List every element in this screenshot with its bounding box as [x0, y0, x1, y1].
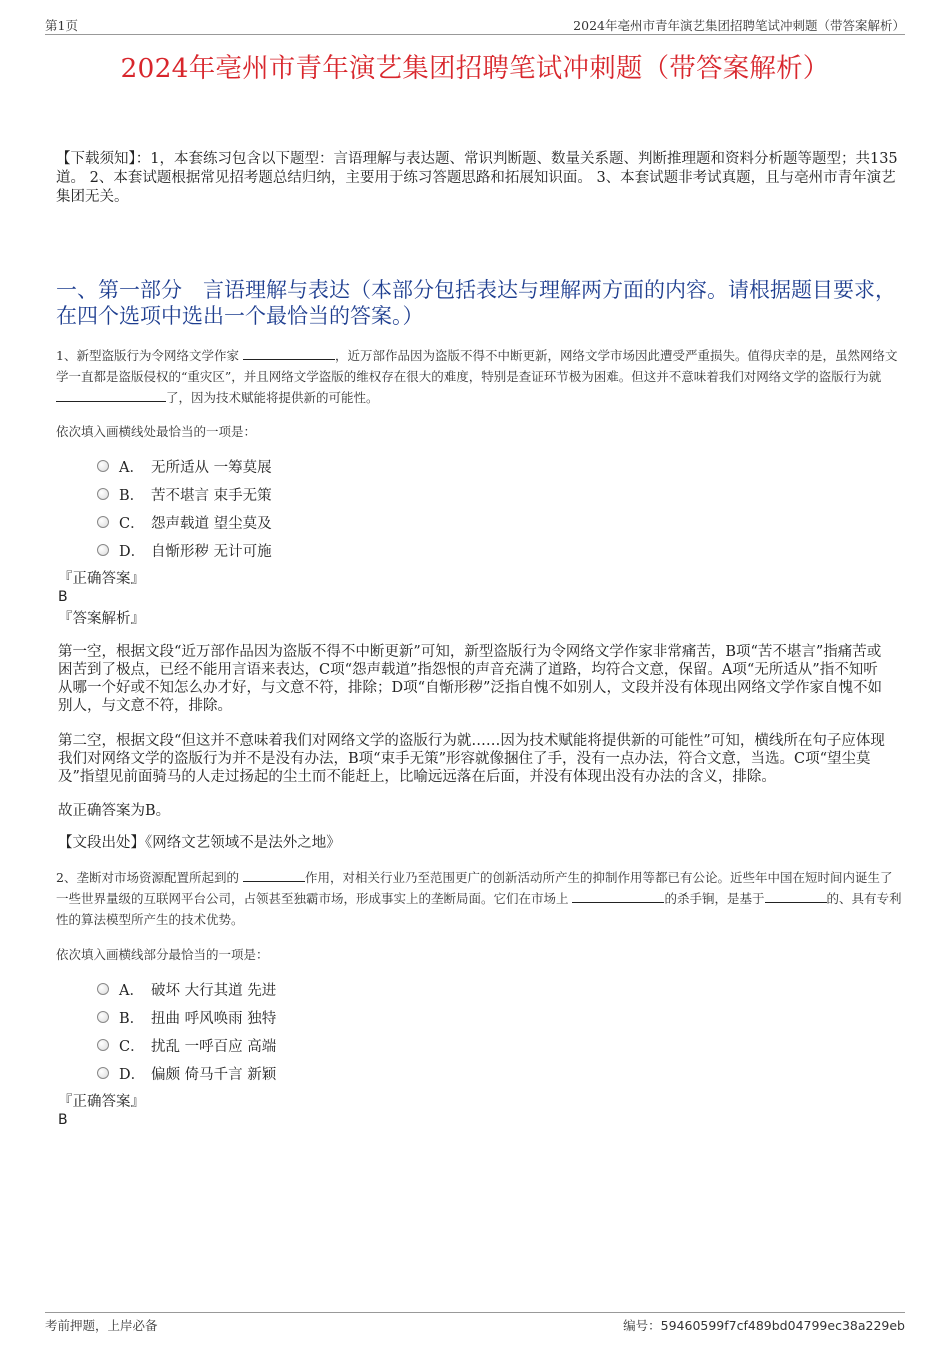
option-text: 怨声载道 望尘莫及: [151, 515, 272, 532]
option-key: B．: [119, 1010, 145, 1027]
fill-blank: [765, 890, 827, 903]
page-number: 第1页: [45, 18, 78, 33]
page-header: [45, 14, 905, 35]
option-text: 无所适从 一筹莫展: [151, 459, 272, 476]
radio-icon[interactable]: [97, 516, 109, 528]
radio-icon[interactable]: [97, 1039, 109, 1051]
question-1-text-part: 1、新型盗版行为令网络文学作家: [56, 348, 243, 363]
section-heading: 一、第一部分 言语理解与表达（本部分包括表达与理解两方面的内容。请根据题目要求，在四个选项中选出一个最恰当的答案。）: [56, 278, 896, 328]
option-key: C．: [119, 515, 145, 532]
option-text: 苦不堪言 束手无策: [151, 487, 272, 504]
question-2-text-part: 的、具有专利性的算法模型所产生的技术优势。: [56, 891, 902, 927]
question-1-text: [56, 345, 902, 408]
question-2-text: [56, 867, 902, 930]
fill-blank: [243, 869, 305, 882]
option-c[interactable]: [97, 508, 272, 536]
fill-blank: [243, 347, 335, 360]
option-b[interactable]: [97, 1003, 276, 1031]
question-2-prompt: 依次填入画横线部分最恰当的一项是：: [56, 947, 269, 962]
analysis-conclusion: 故正确答案为B。: [58, 803, 171, 819]
question-2-text-part: 作用，对相关行业乃至范围更广的创新活动所产生的抑制作用等都已有公论。近些年中国在短时间内诞生了一些世界量级的互联网平台公司，占领甚至独霸市场，形成事实上的垄断局面。它们在市场上: [56, 870, 893, 906]
question-2-text-part: 的杀手锏，是基于: [664, 891, 765, 906]
code-label: 编号：: [623, 1318, 661, 1333]
question-1-text-part: 了，因为技术赋能将提供新的可能性。: [166, 390, 379, 405]
option-text: 偏颇 倚马千言 新颖: [151, 1066, 277, 1083]
radio-icon[interactable]: [97, 1067, 109, 1079]
option-key: D．: [119, 543, 146, 560]
option-text: 扭曲 呼风唤雨 独特: [151, 1010, 277, 1027]
document-title: 2024年亳州市青年演艺集团招聘笔试冲刺题（带答案解析）: [120, 53, 830, 84]
analysis-paragraph-2: 第二空，根据文段“但这并不意味着我们对网络文学的盗版行为就……因为技术赋能将提供新的可能性”可知，横线所在句子应体现我们对网络文学的盗版行为并不是没有办法，B项“束手无策”形容就像捆住了手，没有一点办法，符合文意，当选。C项“望尘莫及”指望见前面骑马的人走过扬起的尘土而不能赶上，比喻远远落在后面，并没有体现出没有办法的含义，排除。: [58, 733, 885, 785]
option-a[interactable]: [97, 452, 272, 480]
option-b[interactable]: [97, 480, 272, 508]
answer-label: 『正确答案』: [58, 571, 145, 587]
option-text: 破坏 大行其道 先进: [151, 982, 277, 999]
option-a[interactable]: [97, 975, 276, 1003]
option-key: D．: [119, 1066, 146, 1083]
option-key: A．: [119, 982, 144, 999]
radio-icon[interactable]: [97, 488, 109, 500]
header-doc-title: 2024年亳州市青年演艺集团招聘笔试冲刺题（带答案解析）: [573, 18, 905, 33]
option-c[interactable]: [97, 1031, 276, 1059]
radio-icon[interactable]: [97, 544, 109, 556]
page-footer: [45, 1312, 905, 1333]
question-2-text-part: 2、垄断对市场资源配置所起到的: [56, 870, 243, 885]
footer-code: [623, 1316, 905, 1334]
option-key: A．: [119, 459, 144, 476]
code-value: 59460599f7cf489bd04799ec38a229eb: [660, 1318, 905, 1333]
radio-icon[interactable]: [97, 983, 109, 995]
question-1-options: [97, 452, 272, 564]
download-notice: 【下载须知】：1，本套练习包含以下题型：言语理解与表达题、常识判断题、数量关系题、判断推理题和资料分析题等题型；共135道。 2、本套试题根据常见招考题总结归纳，主要用于练习答题思路和拓展知识面。 3、本套试题非考试真题，且与亳州市青年演艺集团无关。: [56, 151, 898, 205]
answer-value: B: [58, 1112, 68, 1128]
option-d[interactable]: [97, 536, 272, 564]
footer-slogan: 考前押题，上岸必备: [45, 1318, 158, 1333]
text-source: 【文段出处】《网络文艺领域不是法外之地》: [58, 835, 341, 851]
option-key: C．: [119, 1038, 145, 1055]
analysis-label: 『答案解析』: [58, 611, 145, 627]
fill-blank: [56, 389, 166, 402]
radio-icon[interactable]: [97, 460, 109, 472]
answer-label: 『正确答案』: [58, 1094, 145, 1110]
fill-blank: [572, 890, 664, 903]
question-1-prompt: 依次填入画横线处最恰当的一项是：: [56, 424, 257, 439]
analysis-paragraph-1: 第一空，根据文段“近万部作品因为盗版不得不中断更新”可知，新型盗版行为令网络文学作家非常痛苦，B项“苦不堪言”指痛苦或困苦到了极点，已经不能用言语来表达，C项“怨声载道”指怨恨的声音充满了道路，均符合文意，保留。A项“无所适从”指不知听从哪一个好或不知怎么办才好，与文意不符，排除；D项“自惭形秽”泛指自愧不如别人，文段并没有体现出网络文学作家自愧不如别人，与文意不符，排除。: [58, 644, 882, 714]
option-key: B．: [119, 487, 145, 504]
radio-icon[interactable]: [97, 1011, 109, 1023]
option-text: 自惭形秽 无计可施: [151, 543, 272, 560]
answer-value: B: [58, 589, 68, 605]
question-1-text-part: ，近万部作品因为盗版不得不中断更新，网络文学市场因此遭受严重损失。值得庆幸的是，虽然网络文学一直都是盗版侵权的“重灾区”，并且网络文学盗版的维权存在很大的难度，特别是查证环节极为困难。但这并不意味着我们对网络文学的盗版行为就: [56, 348, 898, 384]
question-2-options: [97, 975, 276, 1087]
option-text: 扰乱 一呼百应 高端: [151, 1038, 277, 1055]
option-d[interactable]: [97, 1059, 276, 1087]
